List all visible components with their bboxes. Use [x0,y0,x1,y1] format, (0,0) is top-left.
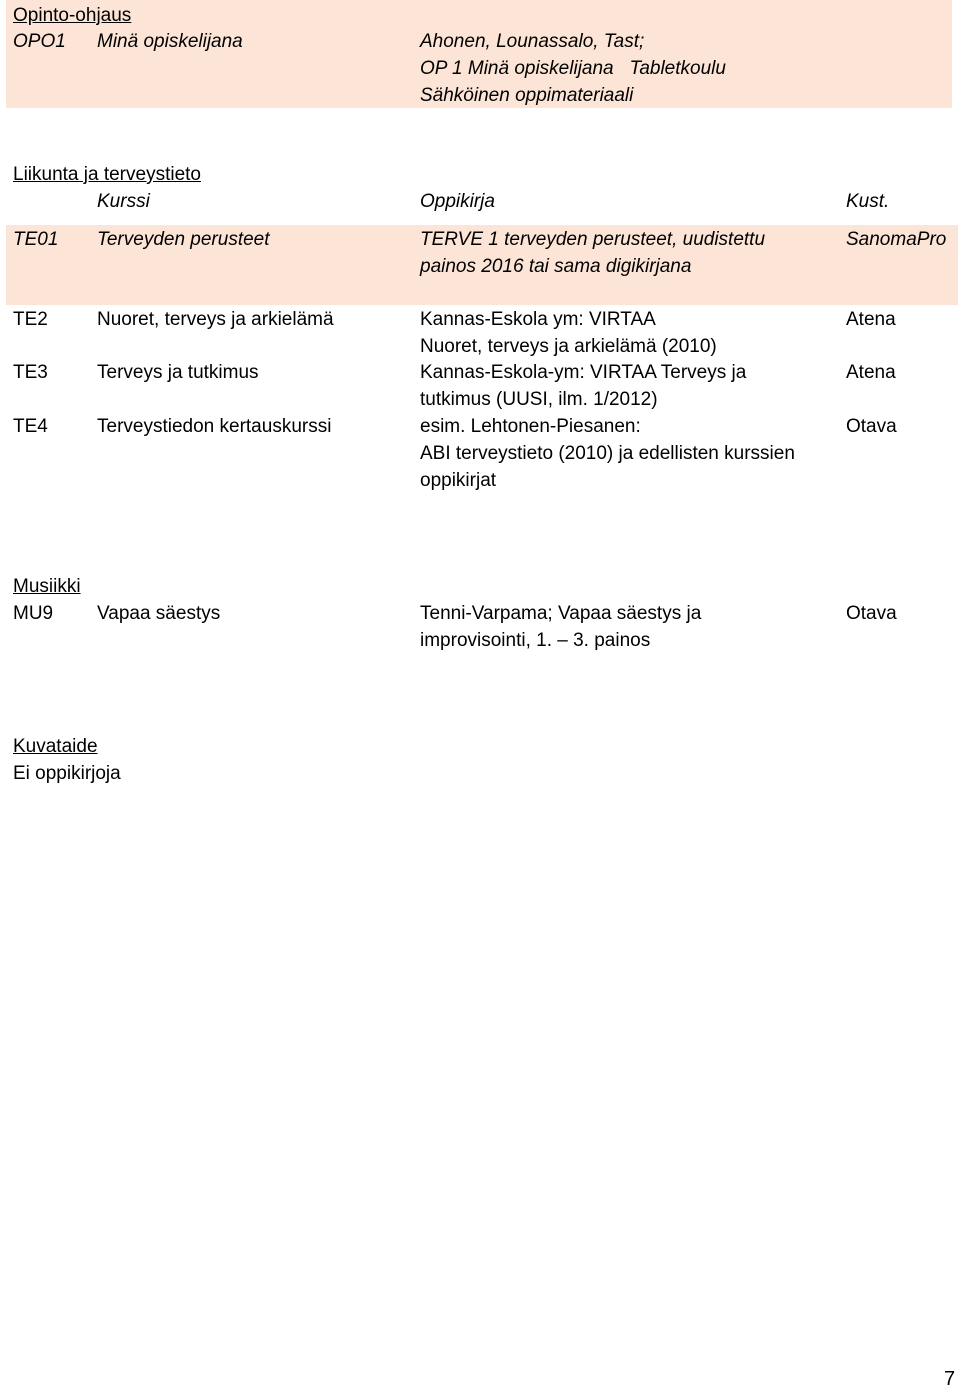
column-header-publisher: Kust. [846,191,890,212]
te2-course: Nuoret, terveys ja arkielämä [97,309,334,330]
opo1-course: Minä opiskelijana [97,31,243,52]
column-header-course: Kurssi [97,191,150,212]
opo1-book-line-1: Ahonen, Lounassalo, Tast; [420,31,645,52]
kuvataide-note: Ei oppikirjoja [13,763,121,784]
te3-course: Terveys ja tutkimus [97,362,259,383]
te4-book-line-2: ABI terveystieto (2010) ja edellisten kurssien [420,443,795,464]
column-header-book: Oppikirja [420,191,495,212]
liikunta-heading: Liikunta ja terveystieto [13,164,201,185]
te4-publisher: Otava [846,416,897,437]
page-number: 7 [944,1368,956,1390]
te4-book-line-3: oppikirjat [420,470,497,491]
te01-book-line-2: painos 2016 tai sama digikirjana [420,256,692,277]
te2-code: TE2 [13,309,48,330]
te4-code: TE4 [13,416,48,437]
te2-publisher: Atena [846,309,896,330]
te3-code: TE3 [13,362,48,383]
te2-book-line-2: Nuoret, terveys ja arkielämä (2010) [420,336,717,357]
opinto-ohjaus-heading: Opinto-ohjaus [13,5,132,26]
te3-book-line-2: tutkimus (UUSI, ilm. 1/2012) [420,389,658,410]
te01-code: TE01 [13,229,59,250]
te01-book-line-1: TERVE 1 terveyden perusteet, uudistettu [420,229,766,250]
opo1-book-line-2: OP 1 Minä opiskelijana Tabletkoulu [420,58,726,79]
musiikki-heading: Musiikki [13,576,81,597]
mu9-course: Vapaa säestys [97,603,221,624]
te3-book-line-1: Kannas-Eskola-ym: VIRTAA Terveys ja [420,362,747,383]
te4-book-line-1: esim. Lehtonen-Piesanen: [420,416,641,437]
te4-course: Terveystiedon kertauskurssi [97,416,332,437]
mu9-publisher: Otava [846,603,897,624]
te3-publisher: Atena [846,362,896,383]
mu9-book-line-1: Tenni-Varpama; Vapaa säestys ja [420,603,702,624]
opo1-code: OPO1 [13,31,66,52]
mu9-code: MU9 [13,603,54,624]
te01-course: Terveyden perusteet [97,229,270,250]
kuvataide-heading: Kuvataide [13,736,98,757]
opo1-book-line-3: Sähköinen oppimateriaali [420,85,634,106]
te2-book-line-1: Kannas-Eskola ym: VIRTAA [420,309,656,330]
mu9-book-line-2: improvisointi, 1. – 3. painos [420,630,651,651]
te01-publisher: SanomaPro [846,229,947,250]
